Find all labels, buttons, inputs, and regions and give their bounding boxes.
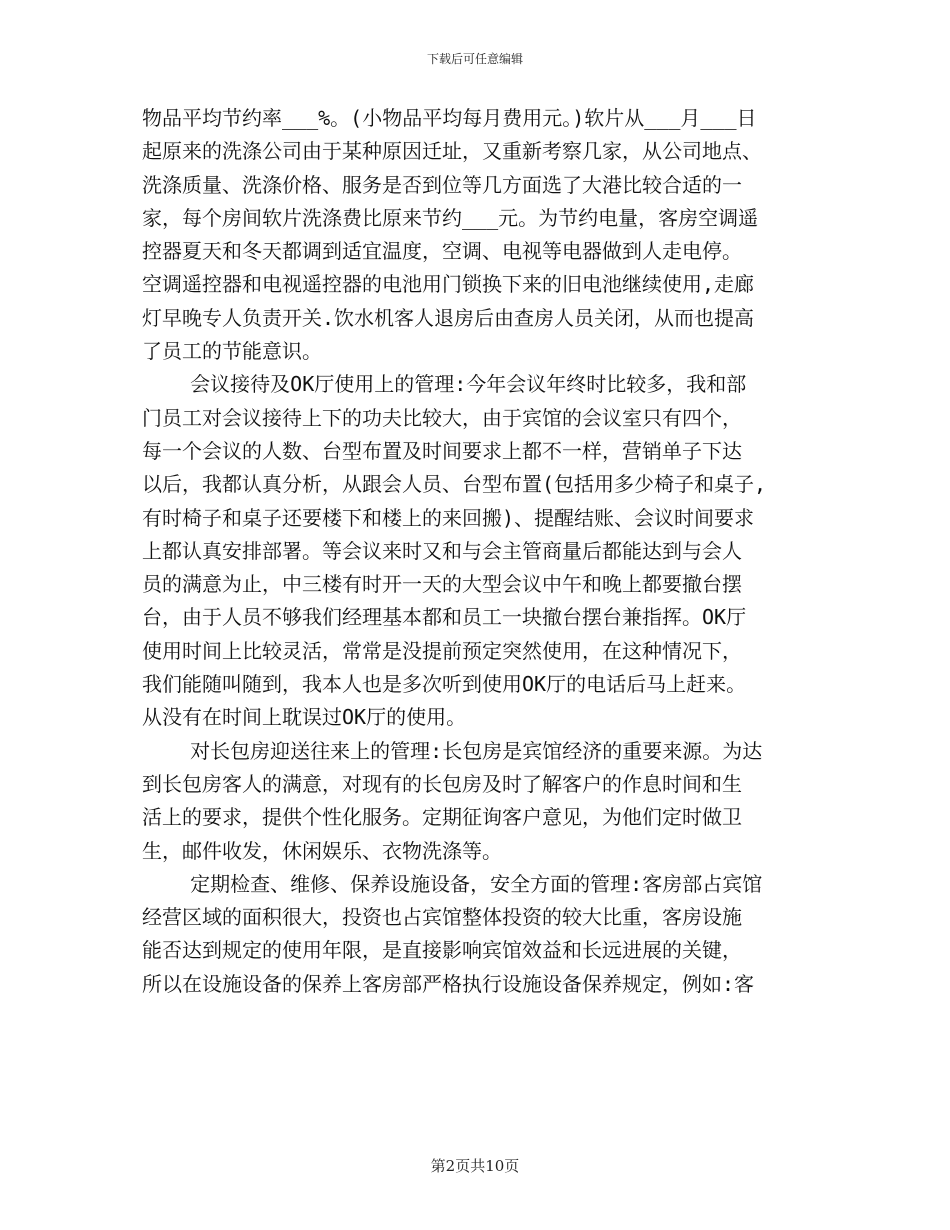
text-line: 生，邮件收发，休闲娱乐、衣物洗涤等。 — [142, 838, 502, 863]
text-line: 每一个会议的人数、台型布置及时间要求上都不一样，营销单子下达 — [142, 438, 742, 463]
page-footer: 第2页共10页 — [430, 1157, 520, 1175]
text-line: 了员工的节能意识。 — [142, 339, 322, 364]
text-line: 控器夏天和冬天都调到适宜温度，空调、电视等电器做到人走电停。 — [142, 239, 742, 264]
text-line: 对长包房迎送往来上的管理:长包房是宾馆经济的重要来源。为达 — [142, 738, 763, 763]
text-line: 起原来的洗涤公司由于某种原因迁址，又重新考察几家，从公司地点、 — [142, 139, 762, 164]
text-line: 台，由于人员不够我们经理基本都和员工一块撤台摆台兼指挥。OK厅 — [142, 605, 747, 630]
text-line: 经营区域的面积很大，投资也占宾馆整体投资的较大比重，客房设施 — [142, 905, 742, 930]
text-line: 门员工对会议接待上下的功夫比较大，由于宾馆的会议室只有四个， — [142, 405, 742, 430]
text-line: 物品平均节约率___%。(小物品平均每月费用元。)软片从___月___日 — [142, 106, 757, 130]
text-line: 活上的要求，提供个性化服务。定期征询客户意见，为他们定时做卫 — [142, 805, 742, 830]
body-text — [142, 102, 822, 1001]
text-line: 会议接待及OK厅使用上的管理:今年会议年终时比较多，我和部 — [142, 372, 747, 397]
text-line: 从没有在时间上耽误过OK厅的使用。 — [142, 705, 467, 730]
text-line: 有时椅子和桌子还要楼下和楼上的来回搬)、提醒结账、会议时间要求 — [142, 505, 755, 530]
text-line: 能否达到规定的使用年限，是直接影响宾馆效益和长远进展的关键， — [142, 938, 742, 963]
text-line: 使用时间上比较灵活，常常是没提前预定突然使用，在这种情况下， — [142, 638, 742, 663]
text-line: 以后，我都认真分析，从跟会人员、台型布置(包括用多少椅子和桌子, — [142, 472, 767, 497]
text-line: 员的满意为止，中三楼有时开一天的大型会议中午和晚上都要撤台摆 — [142, 572, 742, 597]
text-line: 灯早晚专人负责开关.饮水机客人退房后由查房人员关闭，从而也提高 — [142, 305, 755, 330]
text-line: 空调遥控器和电视遥控器的电池用门锁换下来的旧电池继续使用,走廊 — [142, 272, 755, 297]
text-line: 上都认真安排部署。等会议来时又和与会主管商量后都能达到与会人 — [142, 538, 742, 563]
text-line: 定期检查、维修、保养设施设备，安全方面的管理:客房部占宾馆 — [142, 871, 763, 896]
text-line: 我们能随叫随到，我本人也是多次听到使用OK厅的电话后马上赶来。 — [142, 672, 747, 697]
page-header: 下载后可任意编辑 — [426, 52, 523, 66]
text-line: 所以在设施设备的保养上客房部严格执行设施设备保养规定，例如:客 — [142, 971, 755, 996]
text-line: 家，每个房间软片洗涤费比原来节约___元。为节约电量，客房空调遥 — [142, 205, 759, 230]
text-line: 到长包房客人的满意，对现有的长包房及时了解客户的作息时间和生 — [142, 771, 742, 796]
text-line: 洗涤质量、洗涤价格、服务是否到位等几方面选了大港比较合适的一 — [142, 172, 742, 197]
